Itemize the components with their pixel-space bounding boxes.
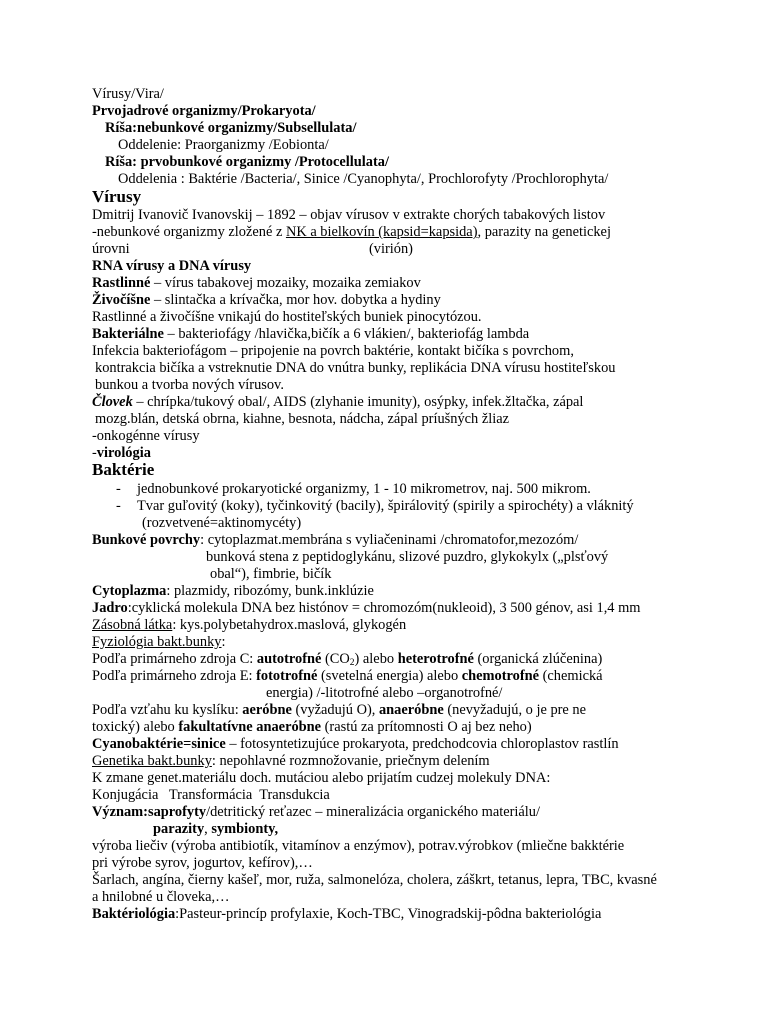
- line-text: (CO: [321, 651, 350, 667]
- line-text: (rozvetvené=aktinomycéty): [142, 515, 302, 531]
- paragraph-line: [92, 224, 611, 241]
- line-text: energia) /-litotrofné alebo –organotrofné/: [266, 685, 503, 701]
- paragraph-line: [92, 668, 603, 685]
- line-text: úrovni: [92, 241, 130, 257]
- line-text: výroba liečiv (výroba antibiotík, vitamínov a enzýmov), potrav.výrobkov (mliečne bakktérie: [92, 838, 625, 854]
- paragraph-line: [92, 906, 601, 923]
- line-text: Podľa primárneho zdroja C:: [92, 651, 257, 667]
- section-heading-virusy: [92, 187, 141, 207]
- paragraph-line: [95, 360, 615, 377]
- paragraph-line: [92, 787, 330, 804]
- line-text: kontrakcia bičíka a vstreknutie DNA do vnútra bunky, replikácia DNA vírusu hostiteľskou: [95, 360, 616, 376]
- paragraph-line: [92, 855, 313, 872]
- paragraph-line: [92, 292, 441, 309]
- paragraph-line: [266, 685, 502, 702]
- paragraph-line: [92, 889, 229, 906]
- bold-term: virológia: [96, 445, 151, 461]
- line-text: -nebunkové organizmy zložené z: [92, 224, 286, 240]
- risa-nebunkove: Ríša:nebunkové organizmy/Subsellulata/: [105, 120, 357, 136]
- paragraph-line: [92, 651, 602, 669]
- underlined-text: Zásobná látka: [92, 617, 173, 633]
- paragraph-line: [92, 583, 374, 600]
- line-text: Podľa primárneho zdroja E:: [92, 668, 257, 684]
- oddelenia-text: Oddelenia : Baktérie /Bacteria/, Sinice /Cyanophyta/, Prochlorofyty /Prochlorophyta/: [118, 171, 609, 187]
- line-text: – fotosyntetizujúce prokaryota, predchodcovia chloroplastov rastlín: [225, 736, 619, 752]
- line-text: jednobunkové prokaryotické organizmy, 1 - 10 mikrometrov, naj. 500 mikrom.: [137, 481, 591, 497]
- classification-line: [118, 171, 608, 188]
- bold-term: anaeróbne: [378, 702, 444, 718]
- paragraph-line: [92, 617, 406, 634]
- line-text: (organická zlúčenina): [473, 651, 603, 667]
- bold-term: saprofyty: [147, 804, 207, 820]
- risa-prvobunkove: Ríša: prvobunkové organizmy /Protocellulata/: [105, 154, 389, 170]
- heading-text: Baktérie: [92, 460, 155, 479]
- bold-term: parazity: [153, 821, 205, 837]
- paragraph-line: [206, 549, 608, 566]
- bold-term: Jadro: [92, 600, 128, 616]
- line-text: (nevyžadujú, o je pre ne: [443, 702, 586, 718]
- line-text: /detritický reťazec – mineralizácia organického materiálu/: [206, 804, 540, 820]
- bold-term: Baktériológia: [92, 906, 176, 922]
- paragraph-line: [92, 736, 619, 753]
- subscript-text: 2: [349, 658, 355, 668]
- classification-line: [118, 137, 329, 154]
- underlined-text: NK a bielkovín (kapsid=kapsida): [285, 224, 478, 240]
- line-text: pri výrobe syrov, jogurtov, kefírov),…: [92, 855, 313, 871]
- bold-term: symbionty,: [211, 821, 279, 837]
- line-text: a hnilobné u človeka,…: [92, 889, 230, 905]
- underlined-text: Genetika bakt.bunky: [92, 753, 212, 769]
- line-text: toxický) alebo: [92, 719, 179, 735]
- bold-term: fototrofné: [256, 668, 318, 684]
- bullet-dash: [116, 498, 121, 515]
- line-text: , parazity na genetickej: [477, 224, 611, 240]
- paragraph-line: [92, 702, 586, 719]
- paragraph-line: [92, 428, 200, 445]
- line-text: obal“), fimbrie, bičík: [210, 566, 332, 582]
- line-text: :Pasteur-princíp profylaxie, Koch-TBC, Vinogradskij-pôdna bakteriológia: [175, 906, 602, 922]
- paragraph-line: [92, 309, 482, 326]
- line-text: :: [221, 634, 226, 650]
- prokaryota-heading: Prvojadrové organizmy/Prokaryota/: [92, 103, 316, 119]
- paragraph-line: [369, 241, 413, 258]
- paragraph-line: [92, 343, 574, 360]
- paragraph-line: [92, 719, 532, 736]
- bold-term: aeróbne: [242, 702, 292, 718]
- line-text: ) alebo: [354, 651, 398, 667]
- line-text: K zmane genet.materiálu doch. mutáciou alebo prijatím cudzej molekuly DNA:: [92, 770, 551, 786]
- bold-term: Živočíšne: [92, 292, 151, 308]
- bullet-item: [142, 515, 301, 532]
- paragraph-line: [92, 275, 421, 292]
- paragraph-line: [92, 770, 550, 787]
- paragraph-line: [92, 394, 583, 411]
- line-text: Šarlach, angína, čierny kašeľ, mor, ruža, salmonelóza, cholera, záškrt, tetanus, lepra, TBC, kvasné: [92, 872, 657, 888]
- paragraph-line: [153, 821, 278, 838]
- paragraph-line: [92, 600, 640, 617]
- paragraph-line: [92, 532, 578, 549]
- line-text: bunkou a tvorba nových vírusov.: [95, 377, 284, 393]
- bullet-item: [137, 481, 591, 498]
- bold-term: Rastlinné: [92, 275, 151, 291]
- line-text: – chrípka/tukový obal/, AIDS (zlyhanie imunity), osýpky, infek.žltačka, zápal: [132, 394, 584, 410]
- bold-term: Bunkové povrchy: [92, 532, 201, 548]
- subheading-text: RNA vírusy a DNA vírusy: [92, 258, 252, 274]
- bullet-item: [137, 498, 634, 515]
- underlined-text: Fyziológia bakt.bunky: [92, 634, 222, 650]
- dash-marker: -: [116, 481, 121, 497]
- dash-marker: -: [116, 498, 121, 514]
- paragraph-line: [92, 326, 529, 343]
- paragraph-line: [92, 753, 490, 770]
- line-text: Podľa vzťahu ku kyslíku:: [92, 702, 243, 718]
- bold-term: Cytoplazma: [92, 583, 167, 599]
- bold-term: Cyanobaktérie=sinice: [92, 736, 226, 752]
- line-text: Tvar guľovitý (koky), tyčinkovitý (bacily), špirálovitý (spirily a spirochéty) a vláknitý: [137, 498, 634, 514]
- line-text: : plazmidy, ribozómy, bunk.inklúzie: [166, 583, 374, 599]
- line-text: -onkogénne vírusy: [92, 428, 200, 444]
- bold-term: autotrofné: [256, 651, 322, 667]
- section-heading-bakterie: [92, 460, 154, 480]
- line-text: (vyžadujú O),: [291, 702, 379, 718]
- paragraph-line: [92, 804, 540, 821]
- classification-line: [105, 154, 389, 171]
- heading-text: Vírusy: [92, 187, 142, 206]
- line-text: – vírus tabakovej mozaiky, mozaika zemiakov: [150, 275, 421, 291]
- line-text: : kys.polybetahydrox.maslová, glykogén: [172, 617, 407, 633]
- paragraph-line: [210, 566, 331, 583]
- paragraph-line: [92, 634, 226, 651]
- line-text: bunková stena z peptidoglykánu, slizové puzdro, glykokylx („plsťový: [206, 549, 609, 565]
- bold-term: Význam:: [92, 804, 148, 820]
- bold-term: chemotrofné: [461, 668, 540, 684]
- line-text: Konjugácia Transformácia Transdukcia: [92, 787, 330, 803]
- line-text: (virión): [369, 241, 413, 257]
- subheading-line: [92, 258, 251, 275]
- oddelenie-praorganizmy: Oddelenie: Praorganizmy /Eobionta/: [118, 137, 329, 153]
- line-text: : cytoplazmat.membrána s vyliačeninami /chromatofor,mezozóm/: [200, 532, 579, 548]
- classification-line: [92, 103, 316, 120]
- bold-term: heterotrofné: [397, 651, 474, 667]
- line-text: Rastlinné a živočíšne vnikajú do hostiteľských buniek pinocytózou.: [92, 309, 482, 325]
- paragraph-line: [95, 377, 284, 394]
- paragraph-line: [92, 241, 130, 258]
- title-text: Vírusy/Vira/: [92, 86, 164, 102]
- paragraph-line: [92, 207, 605, 224]
- paragraph-line: [95, 411, 509, 428]
- bold-italic-term: Človek: [92, 394, 133, 410]
- classification-line: [105, 120, 356, 137]
- line-text: (rastú za prítomnosti O aj bez neho): [321, 719, 532, 735]
- line-text: (svetelná energia) alebo: [317, 668, 462, 684]
- line-text: ,: [204, 821, 212, 837]
- line-text: (chemická: [539, 668, 603, 684]
- line-text: Dmitrij Ivanovič Ivanovskij – 1892 – objav vírusov v extrakte chorých tabakových listov: [92, 207, 606, 223]
- bullet-dash: [116, 481, 121, 498]
- line-text: – bakteriofágy /hlavička,bičík a 6 vlákien/, bakteriofág lambda: [163, 326, 530, 342]
- bold-term: fakultatívne anaeróbne: [178, 719, 322, 735]
- line-text: -: [92, 445, 97, 461]
- paragraph-line: [92, 872, 657, 889]
- title-line: [92, 86, 164, 103]
- line-text: :cyklická molekula DNA bez histónov = chromozóm(nukleoid), 3 500 génov, asi 1,4 mm: [127, 600, 641, 616]
- line-text: mozg.blán, detská obrna, kiahne, besnota, nádcha, zápal príušných žliaz: [95, 411, 509, 427]
- bold-term: Bakteriálne: [92, 326, 164, 342]
- line-text: : nepohlavné rozmnožovanie, priečnym delením: [211, 753, 490, 769]
- line-text: – slintačka a krívačka, mor hov. dobytka a hydiny: [150, 292, 441, 308]
- paragraph-line: [92, 838, 624, 855]
- line-text: Infekcia bakteriofágom – pripojenie na povrch baktérie, kontakt bičíka s povrchom,: [92, 343, 574, 359]
